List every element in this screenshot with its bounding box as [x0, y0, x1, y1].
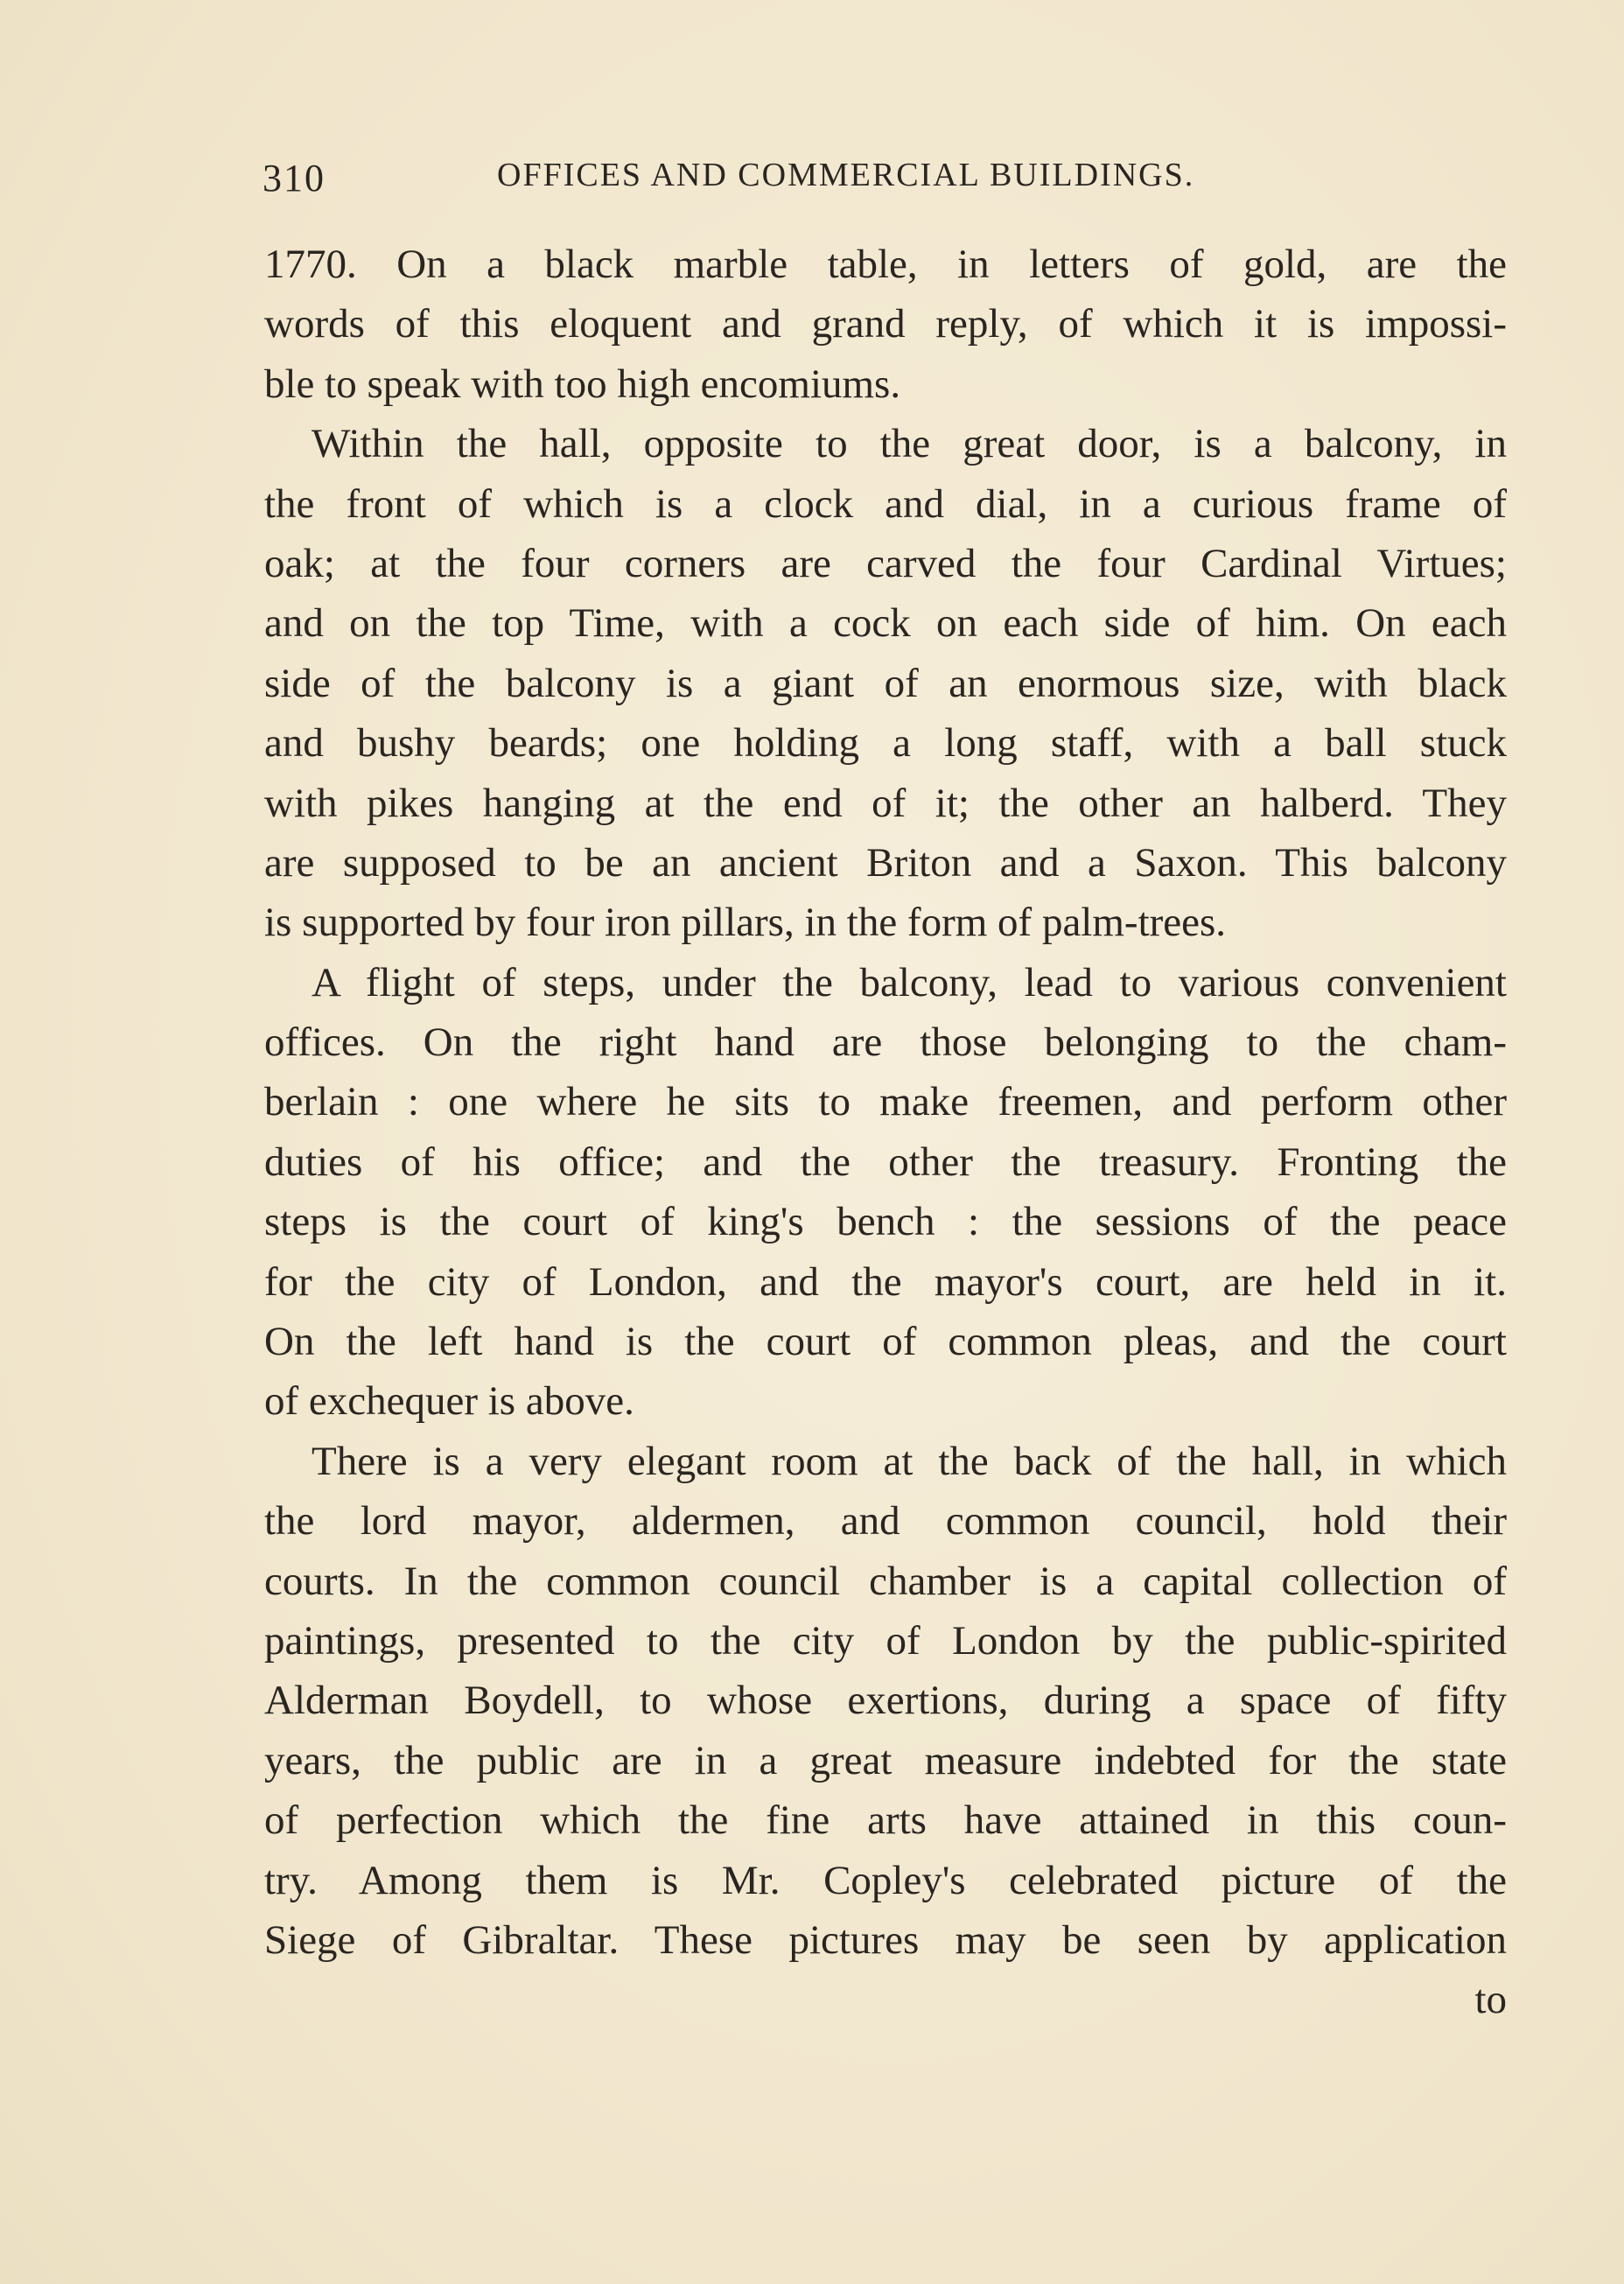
text-line: side of the balcony is a giant of an enormous size, with black — [264, 660, 1507, 706]
text-line: are supposed to be an ancient Briton and a Saxon. This balcony — [264, 839, 1507, 886]
paragraph-first-line: Within the hall, opposite to the great door, is a balcony, in — [312, 421, 1507, 467]
text-line: try. Among them is Mr. Copley's celebrated picture of the — [264, 1857, 1507, 1903]
text-line: offices. On the right hand are those belonging to the cham- — [264, 1019, 1507, 1066]
text-line: and bushy beards; one holding a long staff, with a ball stuck — [264, 720, 1507, 767]
text-line: with pikes hanging at the end of it; the other an halberd. They — [264, 780, 1507, 826]
text-line: of exchequer is above. — [264, 1378, 634, 1425]
text-line: words of this eloquent and grand reply, of which it is impossi- — [264, 301, 1507, 347]
text-line: On the left hand is the court of common pleas, and the court — [264, 1319, 1507, 1365]
text-line: is supported by four iron pillars, in the form of palm-trees. — [264, 900, 1227, 946]
text-line: of perfection which the fine arts have attained in this coun- — [264, 1797, 1507, 1844]
paragraph-first-line: There is a very elegant room at the back of the hall, in which — [312, 1438, 1507, 1484]
text-line: the lord mayor, aldermen, and common council, hold their — [264, 1498, 1507, 1545]
page-header — [262, 149, 1242, 201]
text-line: paintings, presented to the city of London by the public-spirited — [264, 1617, 1507, 1664]
text-line: 1770. On a black marble table, in letters of gold, are the — [264, 242, 1507, 287]
catchword: to — [1474, 1977, 1507, 2023]
page-number: 310 — [262, 157, 326, 200]
text-line: for the city of London, and the mayor's court, are held in it. — [264, 1258, 1507, 1305]
text-line: years, the public are in a great measure indebted for the state — [264, 1737, 1507, 1783]
text-line: berlain : one where he sits to make freemen, and perform other — [264, 1079, 1507, 1125]
text-line: courts. In the common council chamber is a capital collection of — [264, 1558, 1507, 1604]
text-line: ble to speak with too high encomiums. — [264, 361, 901, 407]
text-line: the front of which is a clock and dial, in a curious frame of — [264, 480, 1507, 527]
running-title: OFFICES AND COMMERCIAL BUILDINGS. — [497, 157, 1195, 193]
text-line: duties of his office; and the other the treasury. Fronting the — [264, 1138, 1507, 1185]
text-line: oak; at the four corners are carved the four Cardinal Virtues; — [264, 540, 1507, 586]
text-line: and on the top Time, with a cock on each side of him. On each — [264, 600, 1507, 647]
text-line: steps is the court of king's bench : the sessions of the peace — [264, 1199, 1507, 1245]
text-line: Siege of Gibraltar. These pictures may be seen by application — [264, 1916, 1507, 1963]
body-text — [264, 235, 1507, 2030]
paragraph-first-line: A flight of steps, under the balcony, lead to various convenient — [312, 959, 1507, 1005]
text-line: Alderman Boydell, to whose exertions, during a space of fifty — [264, 1678, 1507, 1724]
